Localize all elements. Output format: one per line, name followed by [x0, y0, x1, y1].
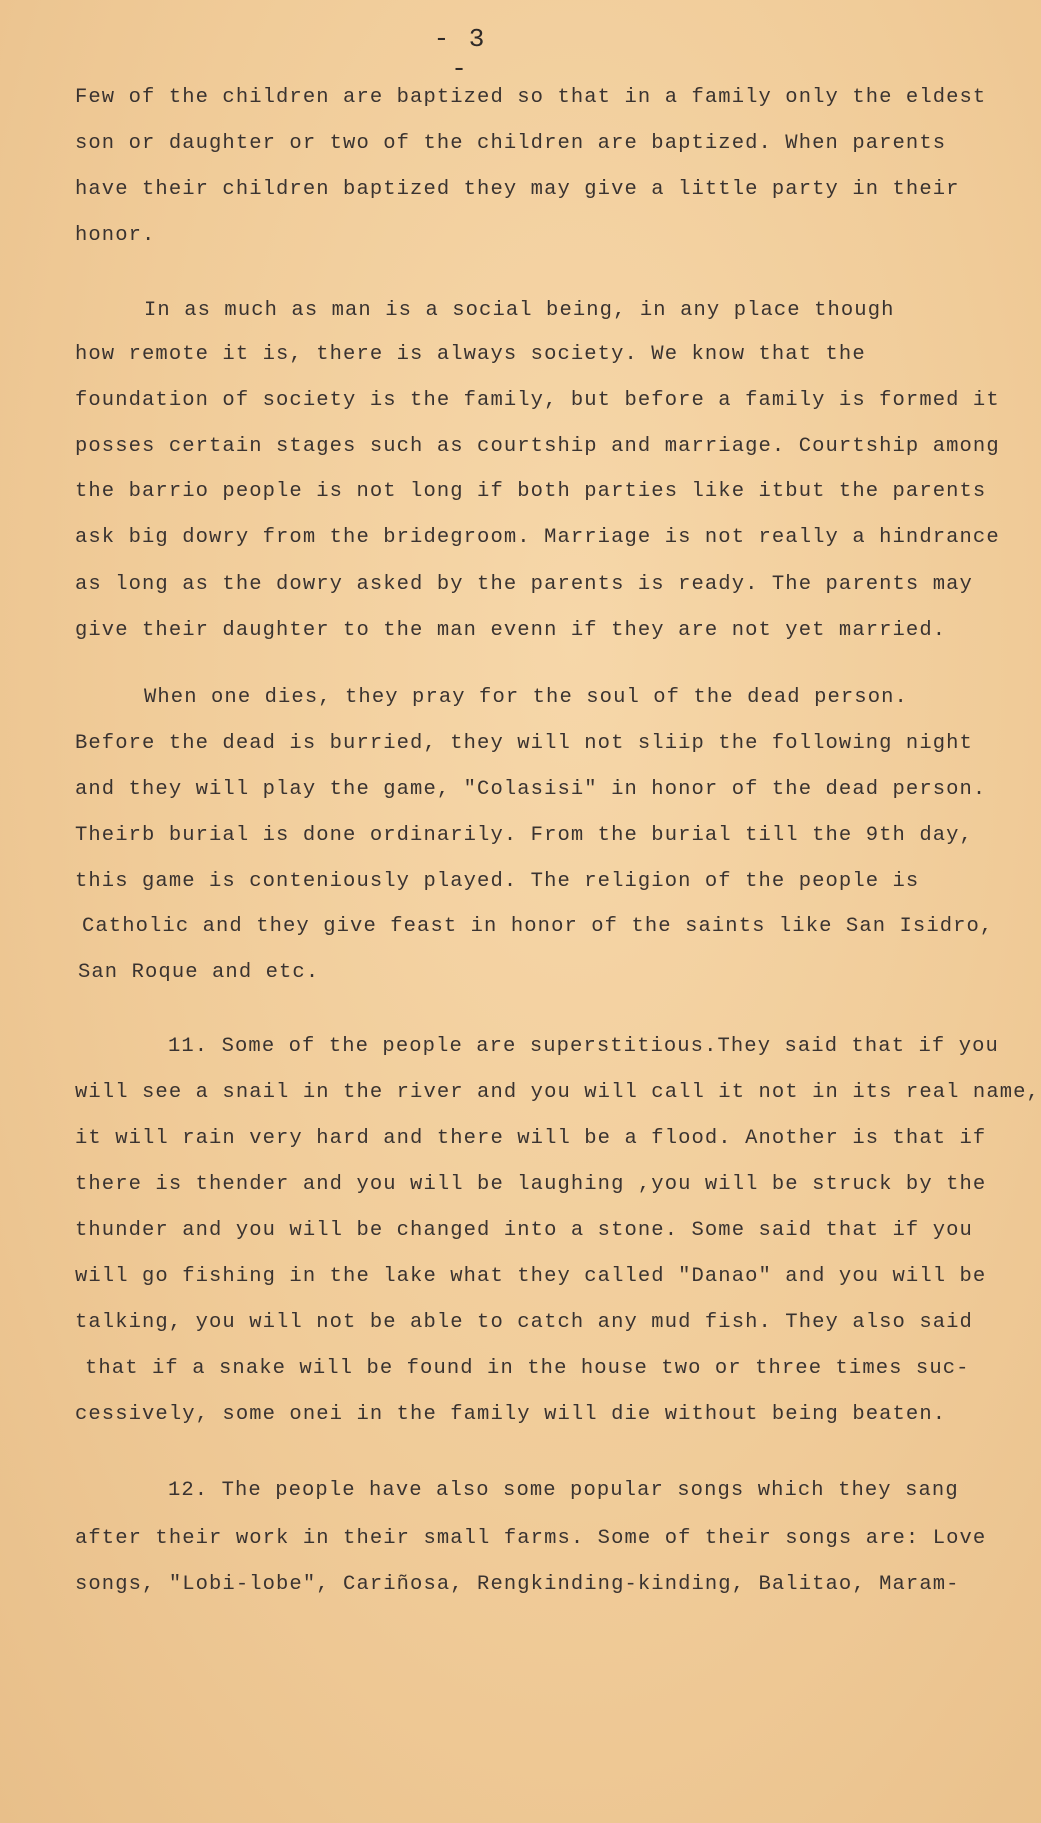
paragraph-3-line-3: and they will play the game, "Colasisi" in honor of the dead person.: [75, 778, 987, 801]
paragraph-1-line-3: have their children baptized they may give a little party in their: [75, 178, 960, 201]
paragraph-3-line-4: Theirb burial is done ordinarily. From the burial till the 9th day,: [75, 824, 973, 847]
paragraph-2-line-3: foundation of society is the family, but before a family is formed it: [75, 389, 1000, 412]
paragraph-2-line-2: how remote it is, there is always society. We know that the: [75, 343, 866, 366]
paragraph-1-line-1: Few of the children are baptized so that in a family only the eldest: [75, 86, 987, 109]
page-number: - 3 -: [433, 24, 487, 84]
paragraph-5-line-2: after their work in their small farms. Some of their songs are: Love: [75, 1527, 987, 1550]
paragraph-4-line-7: talking, you will not be able to catch any mud fish. They also said: [75, 1311, 973, 1334]
paragraph-2-line-8: give their daughter to the man evenn if they are not yet married.: [75, 619, 947, 642]
paragraph-5-line-3: songs, "Lobi-lobe", Cariñosa, Rengkinding-kinding, Balitao, Maram-: [75, 1573, 960, 1596]
paragraph-4-line-2: will see a snail in the river and you will call it not in its real name,: [75, 1081, 1040, 1104]
paragraph-3-line-1: When one dies, they pray for the soul of the dead person.: [144, 686, 908, 709]
paragraph-4-line-4: there is thender and you will be laughing ,you will be struck by the: [75, 1173, 987, 1196]
paragraph-1-line-4: honor.: [75, 224, 156, 247]
paragraph-2-line-6: ask big dowry from the bridegroom. Marriage is not really a hindrance: [75, 526, 1000, 549]
paragraph-4-line-9: cessively, some onei in the family will die without being beaten.: [75, 1403, 947, 1426]
paragraph-4-line-1: 11. Some of the people are superstitious.They said that if you: [168, 1035, 999, 1058]
paragraph-3-line-6: Catholic and they give feast in honor of the saints like San Isidro,: [82, 915, 994, 938]
paragraph-1-line-2: son or daughter or two of the children are baptized. When parents: [75, 132, 947, 155]
paragraph-2-line-1: In as much as man is a social being, in any place though: [144, 299, 895, 322]
paragraph-4-line-8: that if a snake will be found in the house two or three times suc-: [85, 1357, 970, 1380]
paragraph-4-line-5: thunder and you will be changed into a stone. Some said that if you: [75, 1219, 973, 1242]
paragraph-4-line-3: it will rain very hard and there will be a flood. Another is that if: [75, 1127, 987, 1150]
paragraph-2-line-5: the barrio people is not long if both parties like itbut the parents: [75, 480, 987, 503]
paragraph-3-line-5: this game is conteniously played. The religion of the people is: [75, 870, 920, 893]
paragraph-3-line-7: San Roque and etc.: [78, 961, 320, 984]
paragraph-2-line-7: as long as the dowry asked by the parents is ready. The parents may: [75, 573, 973, 596]
paragraph-4-line-6: will go fishing in the lake what they called "Danao" and you will be: [75, 1265, 987, 1288]
paragraph-2-line-4: posses certain stages such as courtship and marriage. Courtship among: [75, 435, 1000, 458]
paragraph-5-line-1: 12. The people have also some popular songs which they sang: [168, 1479, 959, 1502]
paragraph-3-line-2: Before the dead is burried, they will not sliip the following night: [75, 732, 973, 755]
